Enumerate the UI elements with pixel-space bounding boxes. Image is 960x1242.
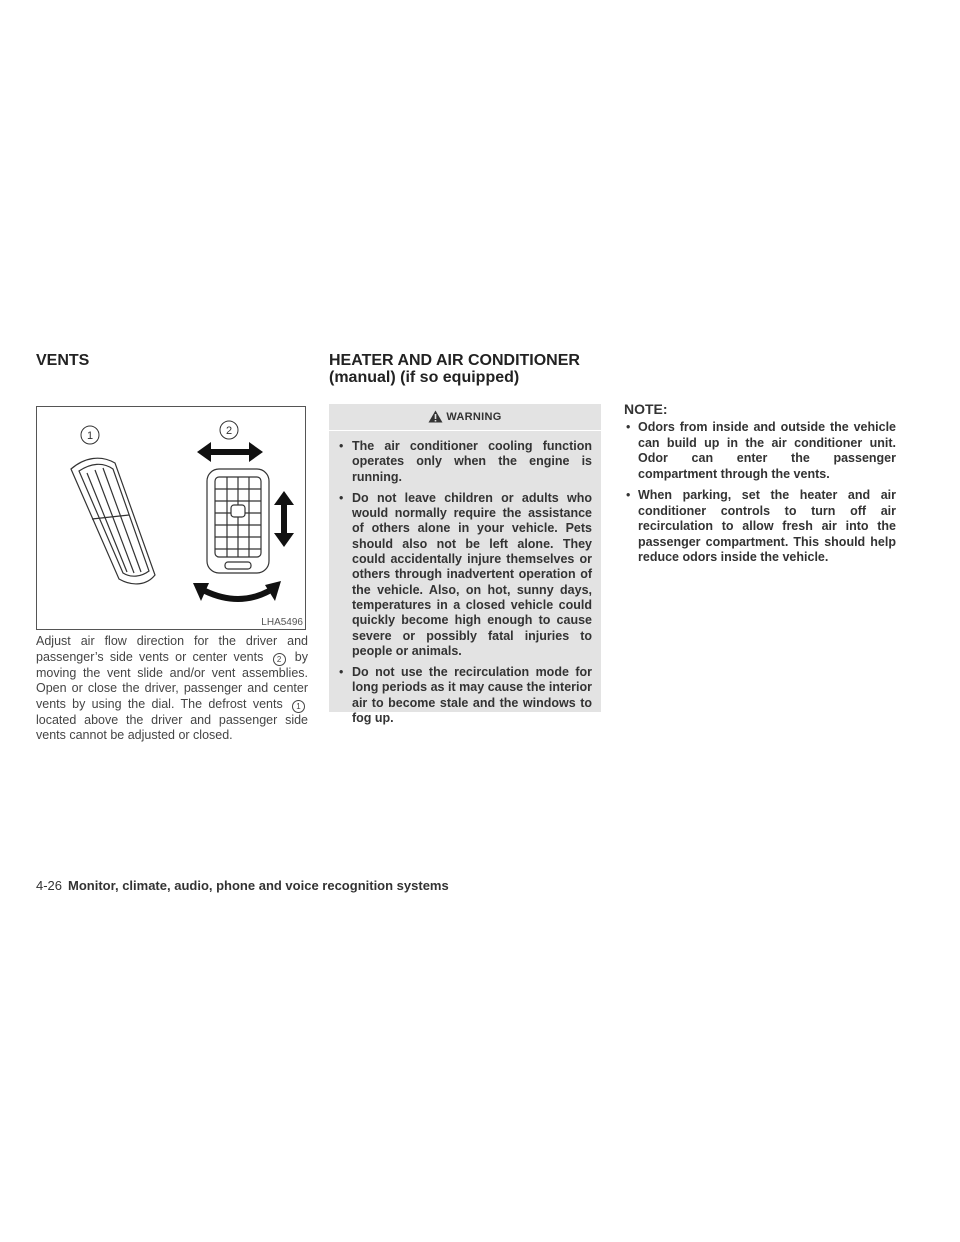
warning-triangle-icon <box>428 410 443 423</box>
heater-title-line1: HEATER AND AIR CONDITIONER <box>329 352 580 369</box>
page-footer <box>36 878 449 893</box>
curved-double-arrow-icon <box>193 581 281 601</box>
warning-header <box>329 404 601 431</box>
page-number: 4-26 <box>36 878 63 893</box>
side-vent <box>71 458 155 584</box>
callout-1-text: 1 <box>86 430 94 442</box>
inline-callout-2: 2 <box>273 653 286 666</box>
vents-text-part3: located above the driver and passenger side vents cannot be adjusted or closed. <box>36 712 308 742</box>
heater-title-line2: (manual) (if so equipped) <box>329 369 520 386</box>
vents-text-part2: by moving the vent slide and/or vent assemblies. Open or close the driver, passenger and center vents by using the dial. The defrost vents <box>36 649 308 711</box>
chapter-title: Monitor, climate, audio, phone and voice recognition systems <box>68 878 449 893</box>
warning-box <box>329 404 601 726</box>
vent-drawing <box>37 407 305 629</box>
double-arrow-vertical-icon <box>274 491 294 547</box>
vent-illustration <box>36 406 306 630</box>
note-item: • When parking, set the heater and air conditioner controls to turn off air recirculation to allow fresh air into the passenger compartment. This should help reduce odors inside the vehicle. <box>624 488 896 566</box>
double-arrow-horizontal-icon <box>197 442 263 462</box>
warning-item: • Do not use the recirculation mode for long periods as it may cause the interior air to become stale and the windows to fog up. <box>338 665 592 726</box>
warning-list <box>329 431 601 726</box>
vents-text-part1: Adjust air flow direction for the driver and passenger’s side vents or center vents <box>36 634 308 664</box>
vents-description <box>36 634 308 744</box>
callout-2 <box>220 421 238 439</box>
callout-1 <box>81 426 99 444</box>
section-title-heater <box>329 352 629 386</box>
inline-callout-1: 1 <box>292 700 305 713</box>
warning-title: WARNING <box>446 411 502 423</box>
warning-item: • Do not leave children or adults who would normally require the assistance of others alone in your vehicle. Pets should also not be left alone. They could accidentally injure themselves or others through inadvertent operation of the vehicle. Also, on hot, sunny days, temperatures in a closed vehicle could quickly become high enough to cause severe or possibly fatal injuries to people or animals. <box>338 491 592 659</box>
note-title: NOTE: <box>624 401 668 417</box>
note-item: • Odors from inside and outside the vehicle can build up in the air conditioner unit. Odor can enter the passenger compartment through the vents. <box>624 420 896 482</box>
center-vent <box>207 469 269 573</box>
note-list <box>624 420 896 572</box>
warning-item: • The air conditioner cooling function operates only when the engine is running. <box>338 439 592 485</box>
figure-label: LHA5496 <box>261 617 303 628</box>
callout-2-text: 2 <box>225 425 233 437</box>
section-title-vents: VENTS <box>36 352 90 369</box>
